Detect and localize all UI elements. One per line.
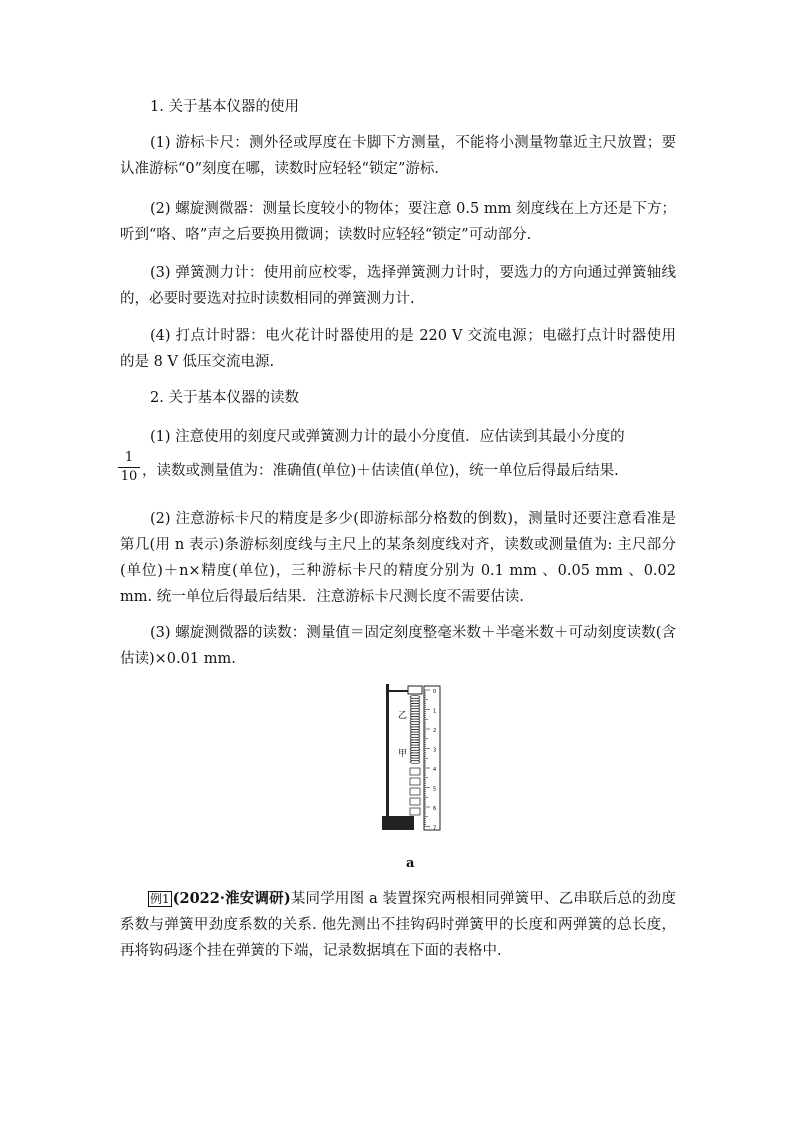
example-text: 某同学用图 a 装置探究两根相同弹簧甲、乙串联后总的劲度系数与弹簧甲劲度系数的关系. 他先测出不挂钩码时弹簧甲的长度和两弹簧的总长度，再将钩码逐个挂在弹簧的下端，记录数据填在下面的表格中. — [120, 891, 676, 959]
ruler-tick-label: 3 — [433, 747, 437, 754]
label-jia: 甲 — [398, 749, 408, 759]
stand-arm — [386, 690, 410, 692]
section1-item2: (2) 螺旋测微器：测量长度较小的物体；要注意 0.5 mm 刻度线在上方还是下方；听到“咯、咯”声之后要换用微调；读数时应轻轻“锁定”可动部分. — [120, 201, 676, 243]
ruler-tick-label: 4 — [433, 767, 437, 773]
ruler-tick-label: 2 — [433, 728, 437, 734]
stand-base — [382, 816, 414, 830]
ruler-tick-label: 6 — [433, 806, 437, 812]
example-1 — [120, 886, 676, 964]
weight-block — [410, 788, 420, 795]
section2-item3: (3) 螺旋测微器的读数：测量值＝固定刻度整毫米数＋半毫米数＋可动刻度读数(含估读)×0.01 mm. — [120, 625, 676, 667]
fraction-one-tenth — [118, 450, 140, 485]
figure-caption: a — [406, 856, 415, 871]
ruler-tick-label: 1 — [433, 708, 437, 715]
fraction-denominator: 10 — [120, 469, 138, 484]
section1-item4: (4) 打点计时器：电火花计时器使用的是 220 V 交流电源；电磁打点计时器使用的是 8 V 低压交流电源. — [120, 328, 676, 370]
section2-item2: (2) 注意游标卡尺的精度是多少(即游标部分格数的倒数)，测量时还要注意看准是第几(用 n 表示)条游标刻度线与主尺上的某条刻度线对齐，读数或测量值为: 主尺部分(单位)＋n×精度(单位)，三种游标卡尺的精度分别为 0.1 mm 、0.05 mm 、0.02 mm. 统一单位后得最后结果．注意游标卡尺测长度不需要估读. — [120, 511, 676, 605]
weight-block — [410, 768, 420, 775]
top-clamp — [408, 686, 422, 694]
label-yi: 乙 — [398, 711, 408, 721]
section1-heading: 1. 关于基本仪器的使用 — [150, 99, 299, 115]
stand-pole — [386, 684, 389, 816]
spring-coils — [410, 696, 420, 764]
fraction-numerator: 1 — [118, 450, 140, 468]
example-tag: 例1 — [150, 892, 170, 906]
weight-block — [410, 808, 420, 815]
weight-block — [410, 778, 420, 785]
section2-item1-line1: (1) 注意使用的刻度尺或弹簧测力计的最小分度值．应估读到其最小分度的 — [150, 429, 625, 445]
ruler-tick-label: 5 — [433, 786, 437, 793]
hook-weights — [410, 768, 420, 815]
weight-block — [410, 798, 420, 805]
section1-item1: (1) 游标卡尺：测外径或厚度在卡脚下方测量，不能将小测量物靠近主尺放置；要认准游标“0”刻度在哪，读数时应轻轻“锁定”游标. — [120, 135, 676, 177]
ruler-tick-label: 7 — [433, 825, 437, 832]
section2-heading: 2. 关于基本仪器的读数 — [150, 390, 299, 406]
section1-item3: (3) 弹簧测力计：使用前应校零，选择弹簧测力计时，要选力的方向通过弹簧轴线的，必要时要选对拉时读数相同的弹簧测力计. — [120, 265, 676, 307]
example-source: (2022·淮安调研) — [172, 890, 291, 907]
spring-apparatus-figure — [380, 682, 444, 840]
section2-item1-line2: ，读数或测量值为：准确值(单位)＋估读值(单位)，统一单位后得最后结果. — [142, 463, 619, 479]
ruler-tick-label: 0 — [433, 689, 437, 695]
